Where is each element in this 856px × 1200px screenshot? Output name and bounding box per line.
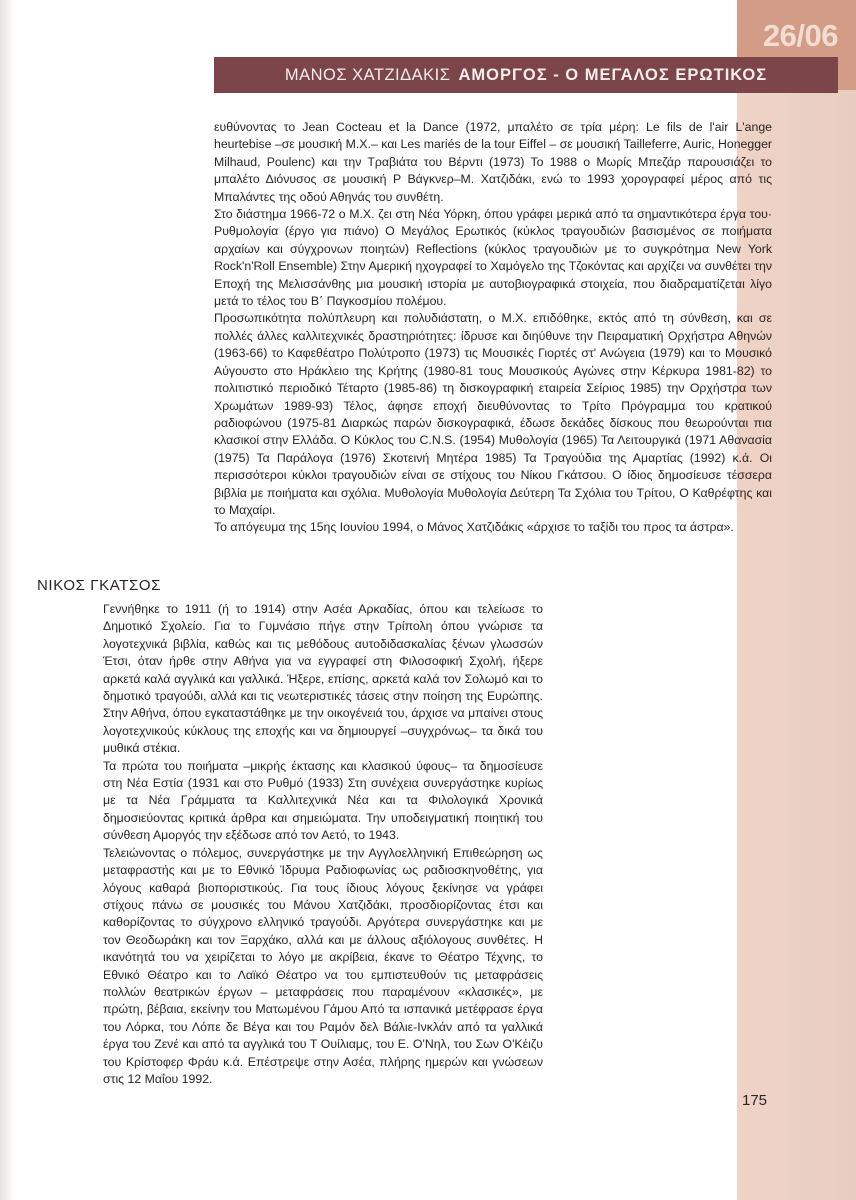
lower-text-column [103, 601, 543, 1088]
header-author: ΜΑΝΟΣ ΧΑΤΖΙΔΑΚΙΣ [284, 65, 451, 84]
page-gutter-shadow [0, 0, 14, 1200]
paragraph: Τα πρώτα του ποιήματα –μικρής έκτασης και κλασικού ύφους– τα δημοσίευσε στη Νέα Εστία (1931 και στο Ρυθμό (1933) Στη συνέχεια συνεργάστηκε κυρίως με τα Νέα Γράμματα τα Καλλιτεχνικά Νέα και τα Φιλολογικά Χρονικά δημοσιεύοντας κριτικά άρθρα και σημειώματα. Την υποδειγματική ποιητική του σύνθεση Αμοργός την εξέδωσε από τον Αετό, το 1943. [103, 758, 543, 843]
page-number: 175 [742, 1092, 768, 1109]
paragraph: Στο διάστημα 1966-72 ο Μ.Χ. ζει στη Νέα Υόρκη, όπου γράφει μερικά από τα σημαντικότερα έργα του· Ρυθμολογία (έργο για πιάνο) Ο Μεγάλος Ερωτικός (κύκλος τραγουδιών βασισμένος σε ποιήματα αρχαίων και σύγχρονων ποιητών) Reflections (κύκλος τραγουδιών με το συγκρότημα New York Rock'n'Roll Ensemble) Στην Αμερική ηχογραφεί το Χαμόγελο της Τζοκόντας και αρχίζει να συνθέτει την Εποχή της Μελισσάνθης μια μουσική ιστορία με αυτοβιογραφικά στοιχεία, που διαδραματίζεται λίγο μετά το τέλος του Β΄ Παγκοσμίου πολέμου. [214, 207, 772, 309]
header-title: ΑΜΟΡΓΟΣ - Ο ΜΕΓΑΛΟΣ ΕΡΩΤΙΚΟΣ [458, 65, 768, 84]
paragraph: Προσωπικότητα πολύπλευρη και πολυδιάστατη, ο Μ.Χ. επιδόθηκε, εκτός από τη σύνθεση, και σε πολλές άλλες καλλιτεχνικές δραστηριότητες: ίδρυσε και διηύθυνε την Πειραματική Ορχήστρα Αθηνών (1963-66) το Καφεθέατρο Πολύτροπο (1973) τις Μουσικές Γιορτές στ' Ανώγεια (1979) και το Μουσικό Αύγουστο στο Ηράκλειο της Κρήτης (1980-81 τους Μουσικούς Αγώνες στην Κέρκυρα 1981-82) το πολιτιστικό περιοδικό Τέταρτο (1985-86) τη δισκογραφική εταιρεία Σείριος 1985) την Ορχήστρα των Χρωμάτων 1989-93) Τέλος, άφησε εποχή διευθύνοντας το Τρίτο Πρόγραμμα του κρατικού ραδιοφώνου (1975-81 Διαρκώς παρών δισκογραφικά, έδωσε δεκάδες δίσκους που θεωρούνται πια κλασικοί στην Ελλάδα. Ο Κύκλος του C.N.S. (1954) Μυθολογία (1965) Τα Λειτουργικά (1971 Αθανασία (1975) Τα Παράλογα (1976) Σκοτεινή Μητέρα 1985) Τα Τραγούδια της Αμαρτίας (1992) κ.ά. Οι περισσότεροι κύκλοι τραγουδιών είναι σε στίχους του Νίκου Γκάτσου. Ο ίδιος δημοσίευσε τέσσερα βιβλία με ποιήματα και σχόλια. Μυθολογία Μυθολογία Δεύτερη Τα Σχόλια του Τρίτου, Ο Καθρέφτης και το Μαχαίρι. [214, 311, 772, 517]
paragraph: Τελειώνοντας ο πόλεμος, συνεργάστηκε με την Αγγλοελληνική Επιθεώρηση ως μεταφραστής και με το Εθνικό Ίδρυμα Ραδιοφωνίας ως ραδιοσκηνοθέτης, για λόγους καθαρά βιοποριστικούς. Για τους ίδιους λόγους ξεκίνησε να γράφει στίχους πάνω σε μουσικές του Μάνου Χατζιδάκι, προσδιορίζοντας έτσι και καθορίζοντας το σύγχρονο ελληνικό τραγούδι. Αργότερα συνεργάστηκε και με τον Θεοδωράκη και τον Ξαρχάκο, αλλά και με άλλους αξιόλογους συνθέτες. Η ικανότητά του να χειρίζεται το λόγο με ακρίβεια, έκανε το Θέατρο Τέχνης, το Εθνικό Θέατρο και το Λαϊκό Θέατρο να του εμπιστευθούν τις μεταφράσεις πολλών θεατρικών έργων – μεταφράσεις που παραμένουν «κλασικές», με πρώτη, βέβαια, εκείνην του Ματωμένου Γάμου Από τα ισπανικά μετέφρασε έργα του Λόρκα, του Λόπε δε Βέγα και του Ραμόν δελ Βάλιε-Ινκλάν από τα γαλλικά έργα του Ζενέ και από τα αγγλικά του Τ Ουίλιαμς, του Ε. Ο'Νηλ, του Σων Ο'Κέιζυ του Κρίστοφερ Φράυ κ.ά. Επέστρεψε στην Ασέα, πλήρης ημερών και γνώσεων στις 12 Μαΐου 1992. [103, 845, 543, 1086]
running-header [214, 57, 838, 93]
paragraph: Το απόγευμα της 15ης Ιουνίου 1994, ο Μάνος Χατζιδάκις «άρχισε το ταξίδι του προς τα άστρα». [214, 520, 734, 535]
upper-text-column [214, 119, 772, 537]
paragraph: Γεννήθηκε το 1911 (ή το 1914) στην Ασέα Αρκαδίας, όπου και τελείωσε το Δημοτικό Σχολείο. Για το Γυμνάσιο πήγε στην Τρίπολη όπου γνώρισε τα λογοτεχνικά βιβλία, καθώς και τις μεθόδους αυτοδιδασκαλίας ξένων γλωσσών Έτσι, όταν ήρθε στην Αθήνα για να εγγραφεί στη Φιλοσοφική Σχολή, ήξερε αρκετά καλά αγγλικά και γαλλικά. Ήξερε, επίσης, αρκετά καλά τον Σολωμό και το δημοτικό τραγούδι, αλλά και τις νεωτεριστικές τάσεις στην ποίηση της Ευρώπης. Στην Αθήνα, όπου εγκαταστάθηκε με την οικογένειά του, άρχισε να μπαίνει στους λογοτεχνικούς κύκλους της εποχής και να δημιουργεί –συγχρόνως– τα δικά του μυθικά στέκια. [103, 602, 543, 756]
section-heading: ΝΙΚΟΣ ΓΚΑΤΣΟΣ [37, 577, 161, 594]
issue-code: 26/06 [762, 18, 838, 53]
paragraph: ευθύνοντας το Jean Cocteau et la Dance (1972, μπαλέτο σε τρία μέρη: Le fils de l'air L'ange heurtebise –σε μουσική Μ.Χ.– και Les mariés de la tour Eiffel – σε μουσική Tailleferre, Auric, Honegger Milhaud, Poulenc) και την Τραβιάτα του Βέρντι (1973) Το 1988 ο Μωρίς Μπεζάρ παρουσιάζει το μπαλέτο Διόνυσος σε μουσική Ρ Βάγκνερ–Μ. Χατζιδάκι, ενώ το 1993 χορογραφεί μέρος από τις Μπαλάντες της οδού Αθηνάς του συνθέτη. [214, 120, 772, 204]
